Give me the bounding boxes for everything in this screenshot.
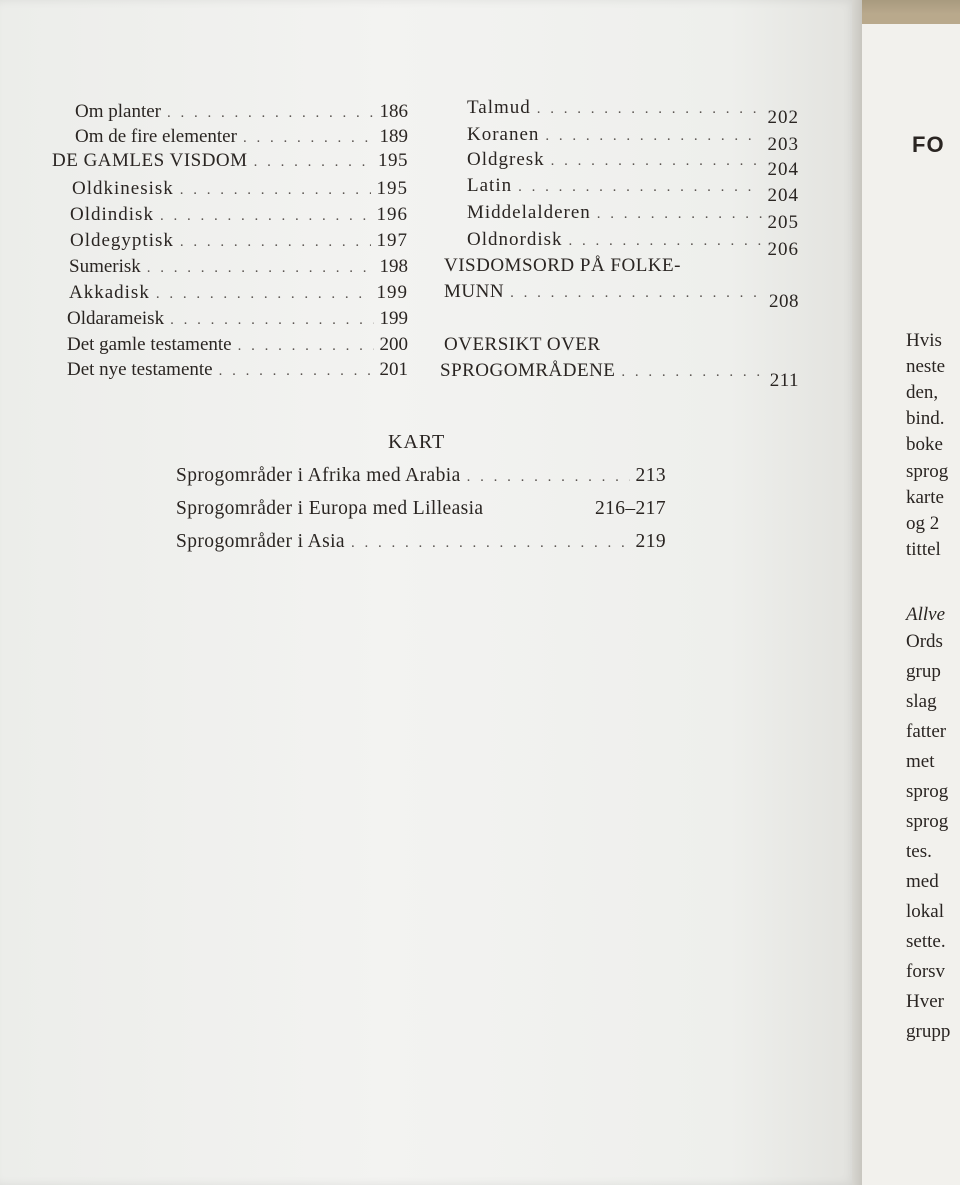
toc-entry-title: Koranen: [467, 124, 540, 145]
dot-leader: [147, 256, 374, 280]
toc-entry-title: Oldnordisk: [467, 229, 563, 250]
text-line: grupp: [906, 1021, 951, 1042]
toc-entry-page: 206: [767, 239, 799, 260]
toc-section-heading[interactable]: [444, 280, 799, 312]
text-line: karte: [906, 487, 944, 508]
toc-entry-page: 189: [379, 126, 408, 147]
toc-entry-title: Oldgresk: [467, 149, 545, 170]
dot-leader: [351, 531, 630, 555]
toc-entry-title: OVERSIKT OVER: [444, 334, 601, 355]
toc-entry-page: 199: [376, 282, 408, 303]
dot-leader: [551, 149, 762, 173]
toc-entry-page: 208: [769, 291, 799, 312]
text-line: og 2: [906, 513, 940, 534]
dot-leader: [467, 465, 630, 489]
dot-leader: [160, 204, 371, 228]
right-page: [862, 24, 960, 1185]
toc-entry[interactable]: [69, 255, 408, 280]
text-line: tes.: [906, 841, 932, 862]
toc-entry[interactable]: [75, 100, 408, 125]
toc-entry-title: Oldarameisk: [67, 308, 165, 329]
text-line: grup: [906, 661, 941, 682]
toc-entry[interactable]: [176, 464, 666, 489]
dot-leader: [243, 126, 374, 150]
text-line: slag: [906, 691, 937, 712]
toc-entry[interactable]: [176, 530, 666, 555]
toc-entry-title: Om de fire elementer: [75, 126, 237, 147]
text-line: med: [906, 871, 939, 892]
text-line: lokal: [906, 901, 944, 922]
text-line: sprog: [906, 811, 949, 832]
dot-leader: [238, 334, 374, 358]
toc-entry-page: 195: [376, 178, 408, 199]
toc-entry-page: 202: [767, 107, 799, 128]
toc-entry-page: 203: [767, 134, 799, 155]
toc-entry-title: Sprogområder i Afrika med Arabia: [176, 465, 461, 486]
toc-section-heading-line1[interactable]: [444, 333, 794, 357]
toc-section-heading-line1[interactable]: [444, 254, 794, 278]
text-line: forsv: [906, 961, 946, 982]
dot-leader: [510, 281, 763, 305]
text-line: sprog: [906, 461, 949, 482]
dot-leader: [180, 230, 371, 254]
toc-entry-title: Talmud: [467, 97, 531, 118]
text-line: sprog: [906, 781, 949, 802]
dot-leader: [167, 101, 373, 125]
dot-leader: [219, 359, 374, 383]
toc-section-heading[interactable]: [52, 149, 408, 174]
book-gutter: [852, 0, 862, 1185]
right-page-heading: FO: [912, 132, 945, 157]
toc-entry[interactable]: [75, 125, 408, 150]
text-line: met: [906, 751, 935, 772]
toc-entry[interactable]: [72, 177, 408, 202]
dot-leader: [597, 202, 762, 226]
toc-entry-page: 213: [635, 465, 666, 486]
toc-entry-title: Sumerisk: [69, 256, 141, 277]
text-line: neste: [906, 356, 946, 377]
dot-leader: [545, 124, 761, 148]
toc-entry-title: Oldindisk: [70, 204, 154, 225]
toc-entry-title: Det gamle testamente: [67, 334, 232, 355]
toc-entry-page: 196: [376, 204, 408, 225]
toc-entry-title: Latin: [467, 175, 513, 196]
toc-entry[interactable]: [467, 96, 799, 128]
toc-entry-page: 204: [767, 185, 799, 206]
toc-entry-page: 186: [379, 101, 408, 122]
text-line: sette.: [906, 931, 946, 952]
dot-leader: [569, 229, 762, 253]
toc-entry[interactable]: [67, 333, 408, 358]
toc-entry-title: Sprogområder i Asia: [176, 531, 345, 552]
toc-entry[interactable]: [70, 229, 408, 254]
text-line: boke: [906, 434, 943, 455]
dot-leader: [254, 150, 372, 174]
toc-entry[interactable]: [67, 307, 408, 332]
dot-leader: [170, 308, 373, 332]
toc-entry-title: Middelalderen: [467, 202, 591, 223]
dot-leader: [621, 360, 763, 384]
toc-entry-title: Om planter: [75, 101, 162, 122]
kart-heading: KART: [388, 431, 446, 453]
toc-entry-page: 219: [635, 531, 666, 552]
text-line: Hver: [906, 991, 944, 1012]
dot-leader: [180, 178, 371, 202]
toc-entry-title: MUNN: [444, 281, 505, 302]
toc-section-heading[interactable]: [440, 359, 799, 391]
toc-entry-page: 195: [378, 150, 408, 171]
toc-entry[interactable]: [467, 228, 799, 260]
toc-entry-page: 201: [379, 359, 408, 380]
toc-entry-page: 197: [376, 230, 408, 251]
toc-entry-title: Sprogområder i Europa med Lilleasia: [176, 498, 484, 519]
toc-entry-title: Oldkinesisk: [72, 178, 174, 199]
toc-entry-page: 200: [379, 334, 408, 355]
toc-entry[interactable]: [176, 497, 666, 522]
toc-entry[interactable]: [467, 123, 799, 155]
toc-entry-page: 216–217: [594, 498, 666, 519]
dot-leader: [156, 282, 371, 306]
toc-entry-title: VISDOMSORD PÅ FOLKE-: [444, 255, 681, 276]
toc-entry[interactable]: [69, 281, 408, 306]
toc-entry-page: 211: [769, 370, 799, 391]
toc-entry-page: 204: [767, 159, 799, 180]
text-line: Ords: [906, 631, 943, 652]
text-line: tittel: [906, 539, 941, 560]
toc-entry-page: 205: [767, 212, 799, 233]
toc-entry-title: Det nye testamente: [67, 359, 213, 380]
toc-entry[interactable]: [467, 201, 799, 233]
toc-entry-title: DE GAMLES VISDOM: [52, 150, 248, 171]
dot-leader: [518, 175, 761, 199]
toc-entry[interactable]: [467, 174, 799, 206]
toc-entry[interactable]: [467, 148, 799, 180]
text-line: bind.: [906, 408, 945, 429]
toc-entry[interactable]: [70, 203, 408, 228]
toc-entry-page: 198: [379, 256, 408, 277]
text-line: Hvis: [906, 330, 942, 351]
text-line: Allve: [906, 604, 946, 625]
toc-entry-title: Akkadisk: [69, 282, 150, 303]
text-line: fatter: [906, 721, 947, 742]
toc-entry-page: 199: [379, 308, 408, 329]
dot-leader: [537, 97, 762, 121]
toc-entry[interactable]: [67, 358, 408, 383]
toc-entry-title: SPROGOMRÅDENE: [440, 360, 616, 381]
toc-entry-title: Oldegyptisk: [70, 230, 174, 251]
text-line: den,: [906, 382, 939, 403]
